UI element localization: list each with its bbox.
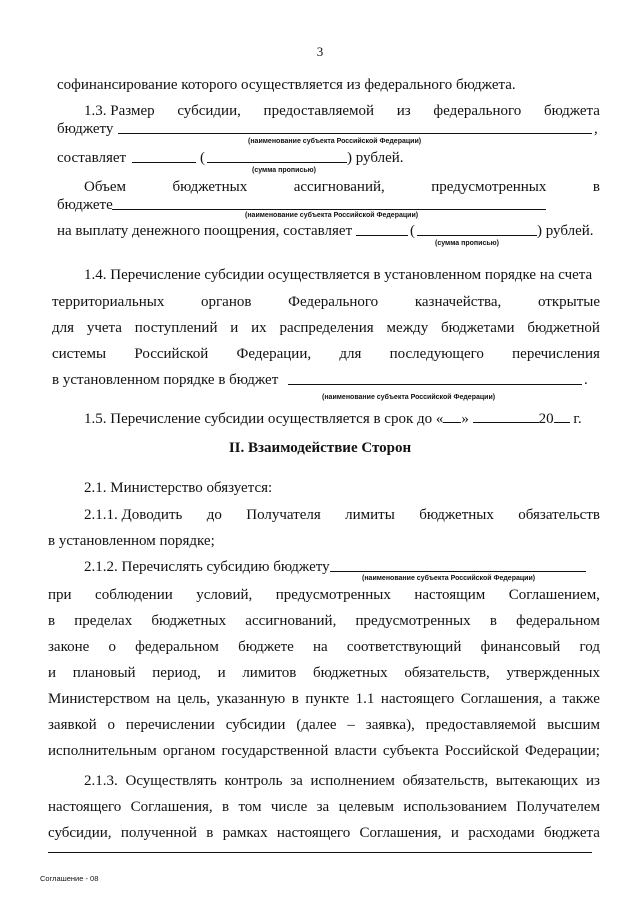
word: период, (152, 665, 201, 681)
blank-line-subject (118, 133, 592, 134)
word: субъекта (382, 743, 439, 759)
word: предусмотренных (355, 613, 471, 629)
clause-2-1-2-line-2 (48, 586, 600, 604)
word: лимитов (242, 665, 297, 681)
word: 1.3. Размер (84, 103, 155, 119)
blank-month (473, 422, 539, 423)
clause-2-1-2-line-6 (48, 690, 600, 708)
page-number: 3 (316, 44, 324, 59)
word: расходами (468, 825, 535, 841)
clause-2-1-2-line-3 (48, 612, 600, 630)
word: год (579, 639, 600, 655)
word: в (489, 613, 497, 629)
word: цель, (177, 691, 211, 707)
word: настоящим (414, 587, 486, 603)
word: Федерации; (524, 743, 600, 759)
clause-1-5-text: 1.5. Перечисление субсидии осуществляется в срок до « (84, 411, 444, 427)
word: в (48, 613, 56, 629)
year-abbr: г. (573, 411, 582, 427)
clause-2-1-1-line-1 (84, 506, 600, 524)
word: последующего (389, 346, 484, 362)
word: настоящего (380, 691, 455, 707)
word: и (230, 320, 239, 336)
word: распределения (279, 320, 374, 336)
word: перечисления (512, 346, 600, 362)
footer-label: Соглашение - 08 (40, 874, 99, 883)
word: предусмотренных (275, 587, 391, 603)
word: настоящего (48, 799, 122, 815)
word: для (52, 320, 75, 336)
word: том (238, 799, 262, 815)
word: бюджетных (312, 665, 388, 681)
word: 1.1 (355, 691, 375, 707)
clause-2-1: 2.1. Министерство обязуется: (84, 480, 273, 496)
word: рамках (222, 825, 268, 841)
word: настоящего (276, 825, 351, 841)
word: лимиты (345, 507, 395, 523)
word: территориальных (52, 294, 165, 310)
year-prefix: 20 (538, 411, 554, 427)
word: Российской (444, 743, 519, 759)
word: соблюдении (95, 587, 173, 603)
word: перечислении (125, 717, 215, 733)
paren-open: ( (200, 150, 205, 166)
word: федеральном (135, 639, 219, 655)
word: бюджета (544, 103, 600, 119)
word: при (48, 587, 72, 603)
word: федерального (433, 103, 522, 119)
clause-1-4-line-4 (52, 345, 600, 363)
word: и (217, 665, 226, 681)
section-2-title: II. Взаимодействие Сторон (228, 440, 412, 456)
word: числе (270, 799, 308, 815)
word: соответствующий (346, 639, 462, 655)
clause-2-1-2-line-1: 2.1.2. Перечислять субсидию бюджету (84, 559, 330, 575)
caption-subject-3: (наименование субъекта Российской Федерации) (322, 394, 496, 401)
word: обязательств, (402, 773, 489, 789)
volume-line-1 (84, 178, 600, 196)
clause-2-1-1-line-2: в установленном порядке; (48, 533, 215, 549)
blank-line-amount (132, 162, 196, 163)
word: Соглашения, (460, 691, 543, 707)
word: Получателем (516, 799, 600, 815)
word: Российской (134, 346, 209, 362)
clause-1-3-makes: составляет (57, 150, 127, 166)
caption-subject-4: (наименование субъекта Российской Федерации) (362, 575, 536, 582)
word: 2.1.3. (84, 773, 118, 789)
clause-1-3-line-1 (84, 102, 600, 120)
word: из (396, 103, 411, 119)
word: Министерством (48, 691, 150, 707)
clause-1-4-line-3 (52, 319, 600, 337)
clause-2-1-2-line-5 (48, 664, 600, 682)
clause-2-1-2-line-4 (48, 638, 600, 656)
word: ассигнований, (245, 613, 337, 629)
word: а (549, 691, 556, 707)
caption-subject: (наименование субъекта Российской Федерации) (248, 138, 422, 145)
clause-1-5 (84, 410, 582, 428)
word: власти (334, 743, 377, 759)
word: вытекающих (495, 773, 579, 789)
word: учета (86, 320, 122, 336)
word: субсидии, (177, 103, 241, 119)
clause-1-4-line-1: 1.4. Перечисление субсидии осуществляется в установленном порядке на счета (84, 267, 593, 283)
rubles-label-2: ) рублей. (537, 223, 594, 239)
word: бюджете (238, 639, 294, 655)
volume-budget-label: бюджете (57, 197, 113, 213)
word: в (221, 799, 230, 815)
word: Федерации, (236, 346, 312, 362)
word: о (108, 639, 116, 655)
period: . (584, 372, 588, 388)
word: и (48, 665, 57, 681)
word: за (316, 799, 330, 815)
word: государственной (221, 743, 329, 759)
clause-1-3-budget-label: бюджету (57, 121, 114, 137)
word: предусмотренных (431, 179, 547, 195)
word: федеральном (516, 613, 600, 629)
word: бюджетами (441, 320, 515, 336)
blank-day (443, 422, 461, 423)
word: указанную (216, 691, 286, 707)
blank-line-amount-2 (356, 235, 408, 236)
word: Получателя (246, 507, 321, 523)
caption-sum: (сумма прописью) (252, 167, 316, 174)
word: законе (48, 639, 90, 655)
blank-year (554, 422, 570, 423)
word: Соглашением, (508, 587, 600, 603)
clause-1-4-line-2 (52, 293, 600, 311)
word: Объем (84, 179, 126, 195)
word: из (586, 773, 600, 789)
clause-2-1-2-line-8 (48, 742, 600, 760)
word: пункте (305, 691, 350, 707)
word: системы (52, 346, 107, 362)
word: в (592, 179, 600, 195)
word: органом (162, 743, 216, 759)
word: обязательств (518, 507, 600, 523)
word: за (290, 773, 303, 789)
word: пределах (74, 613, 133, 629)
word: в (291, 691, 299, 707)
word: – (347, 717, 355, 733)
word: заявка), (365, 717, 415, 733)
word: контроль (224, 773, 283, 789)
word: предоставляемой (425, 717, 537, 733)
word: субсидии, (48, 825, 112, 841)
clause-2-1-3-line-3 (48, 824, 600, 842)
word: бюджета (543, 825, 600, 841)
word: полученной (120, 825, 197, 841)
caption-sum-2: (сумма прописью) (435, 240, 499, 247)
blank-line-subject-4 (330, 571, 586, 572)
word: ассигнований, (293, 179, 385, 195)
blank-line-subject-2 (112, 209, 546, 210)
word: казначейства, (414, 294, 502, 310)
word: до (206, 507, 222, 523)
word: для (339, 346, 362, 362)
word: исполнительным (48, 743, 157, 759)
word: заявкой (48, 717, 97, 733)
word: Осуществлять (125, 773, 217, 789)
paren-open-2: ( (410, 223, 415, 239)
blank-line-amount-words-2 (417, 235, 537, 236)
word: 2.1.1. Доводить (84, 507, 183, 523)
word: бюджетных (151, 613, 227, 629)
word: целевым (338, 799, 395, 815)
word: (далее (296, 717, 337, 733)
footer-divider (48, 852, 592, 853)
word: высшим (547, 717, 600, 733)
word: бюджетной (527, 320, 600, 336)
word: в (206, 825, 214, 841)
word: Федерального (288, 294, 379, 310)
word: Соглашения, (130, 799, 213, 815)
quote-close: » (461, 411, 469, 427)
word: органов (201, 294, 252, 310)
caption-subject-2: (наименование субъекта Российской Федерации) (245, 212, 419, 219)
clause-2-1-3-line-2 (48, 798, 600, 816)
word: также (562, 691, 600, 707)
blank-line-amount-words (207, 162, 347, 163)
word: между (386, 320, 429, 336)
word: и (450, 825, 459, 841)
word: их (251, 320, 267, 336)
word: Соглашения, (359, 825, 442, 841)
comma: , (594, 121, 598, 137)
word: открытые (537, 294, 600, 310)
word: на (156, 691, 171, 707)
word: плановый (72, 665, 136, 681)
clause-1-4-line-5: в установленном порядке в бюджет (52, 372, 279, 388)
word: на (313, 639, 328, 655)
word: утвержденных (506, 665, 600, 681)
paragraph-intro: софинансирование которого осуществляется из федерального бюджета. (57, 77, 516, 93)
clause-2-1-3-line-1 (84, 772, 600, 790)
volume-line-3: на выплату денежного поощрения, составляет (57, 223, 353, 239)
word: бюджетных (172, 179, 248, 195)
word: предоставляемой (263, 103, 375, 119)
word: бюджетных (419, 507, 494, 523)
word: поступлений (134, 320, 218, 336)
clause-2-1-2-line-7 (48, 716, 600, 734)
blank-line-subject-3 (288, 384, 582, 385)
word: обязательств, (404, 665, 490, 681)
word: о (107, 717, 115, 733)
word: использованием (403, 799, 507, 815)
rubles-label: ) рублей. (347, 150, 404, 166)
word: условий, (196, 587, 253, 603)
word: исполнением (310, 773, 395, 789)
word: финансовый (480, 639, 561, 655)
word: субсидии (225, 717, 286, 733)
